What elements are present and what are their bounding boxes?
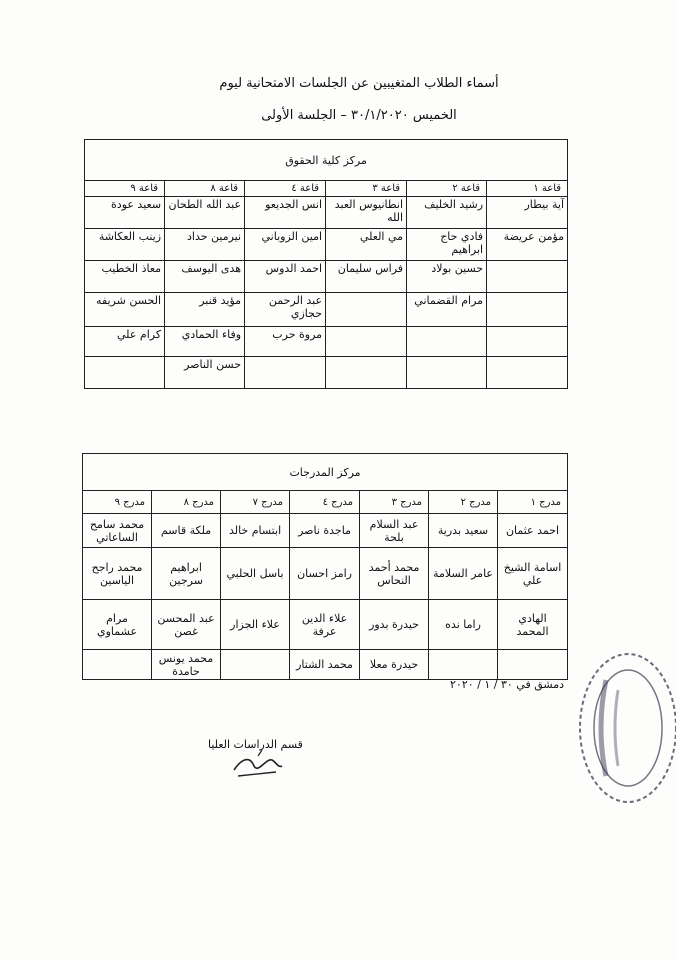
table-cell: انطانيوس العبد الله	[326, 197, 407, 229]
table-cell	[498, 650, 568, 680]
table-cell: احمد عثمان	[498, 514, 568, 548]
table-cell: ملكة قاسم	[152, 514, 221, 548]
table-cell: ماجدة ناصر	[290, 514, 360, 548]
table-cell: حيدرة معلا	[360, 650, 429, 680]
table-cell: عبد السلام بلحة	[360, 514, 429, 548]
table-cell: احمد الدوس	[245, 261, 326, 293]
table-cell: راما نده	[429, 600, 498, 650]
table-cell: مؤمن عريضة	[487, 229, 568, 261]
table-cell	[487, 293, 568, 327]
table-cell: الهادي المحمد	[498, 600, 568, 650]
table-cell: عامر السلامة	[429, 548, 498, 600]
department-label: قسم الدراسات العليا	[208, 738, 303, 751]
table-cell	[326, 357, 407, 389]
column-header: مدرج ٨	[152, 491, 221, 514]
table-cell: امين الزوباني	[245, 229, 326, 261]
table-cell: ابراهيم سرجين	[152, 548, 221, 600]
table-cell	[487, 261, 568, 293]
table-cell: رشيد الخليف	[407, 197, 487, 229]
table-cell	[85, 357, 165, 389]
column-header: قاعة ١	[487, 181, 568, 197]
signature-icon	[228, 748, 288, 782]
table-row	[85, 293, 568, 327]
table-cell: وفاء الحمادي	[165, 327, 245, 357]
column-header: قاعة ٤	[245, 181, 326, 197]
table-cell	[407, 327, 487, 357]
column-header: قاعة ٨	[165, 181, 245, 197]
column-header: مدرج ٣	[360, 491, 429, 514]
table-cell: عبد الله الطحان	[165, 197, 245, 229]
table-cell: سعيد عودة	[85, 197, 165, 229]
column-header: مدرج ٤	[290, 491, 360, 514]
table-cell: علاء الدين عرفة	[290, 600, 360, 650]
table-row	[85, 357, 568, 389]
column-header: مدرج ٧	[221, 491, 290, 514]
table-cell	[326, 327, 407, 357]
table-cell: مؤيد قنبر	[165, 293, 245, 327]
table-cell: حيدرة بدور	[360, 600, 429, 650]
table-cell	[487, 327, 568, 357]
table-cell: محمد أحمد النحاس	[360, 548, 429, 600]
table-cell: مرام عشماوي	[83, 600, 152, 650]
table-cell: محمد الشتار	[290, 650, 360, 680]
table-cell: مرام القضماني	[407, 293, 487, 327]
center1-table	[84, 139, 568, 389]
table-row	[85, 261, 568, 293]
column-header: قاعة ٢	[407, 181, 487, 197]
table-cell: نيرمين حداد	[165, 229, 245, 261]
table-row	[85, 327, 568, 357]
table-cell: معاذ الخطيب	[85, 261, 165, 293]
table-cell: فراس سليمان	[326, 261, 407, 293]
center2-table	[82, 453, 568, 680]
table-cell: الحسن شريفه	[85, 293, 165, 327]
table-cell: اسامة الشيخ علي	[498, 548, 568, 600]
column-header: قاعة ٣	[326, 181, 407, 197]
table-cell: عبد المحسن غصن	[152, 600, 221, 650]
table-cell: فادي حاج ابراهيم	[407, 229, 487, 261]
table-cell	[429, 650, 498, 680]
table-cell: آية بيطار	[487, 197, 568, 229]
table-cell: كرام علي	[85, 327, 165, 357]
table-cell: محمد سامح الساعاتي	[83, 514, 152, 548]
table-cell: زينب العكاشة	[85, 229, 165, 261]
table-cell: حسن الناصر	[165, 357, 245, 389]
table-cell	[83, 650, 152, 680]
center2-name: مركز المدرجات	[83, 454, 568, 491]
table-row	[85, 197, 568, 229]
footer-date: دمشق في ٣٠ / ١ / ٢٠٢٠	[450, 678, 564, 691]
table-cell: سعيد بدرية	[429, 514, 498, 548]
table-row	[85, 229, 568, 261]
table-cell	[326, 293, 407, 327]
table-cell: محمد يونس حامدة	[152, 650, 221, 680]
center1-header-row	[85, 181, 568, 197]
table-cell: علاء الجزار	[221, 600, 290, 650]
table-row	[83, 548, 568, 600]
table-cell	[245, 357, 326, 389]
table-cell	[407, 357, 487, 389]
table-cell: باسل الحلبي	[221, 548, 290, 600]
center1-name: مركز كلية الحقوق	[85, 140, 568, 181]
column-header: قاعة ٩	[85, 181, 165, 197]
table-cell: انس الجديعو	[245, 197, 326, 229]
column-header: مدرج ١	[498, 491, 568, 514]
table-cell: هدى اليوسف	[165, 261, 245, 293]
official-stamp-icon	[566, 650, 676, 810]
table-cell: عبد الرحمن حجازي	[245, 293, 326, 327]
table-cell	[221, 650, 290, 680]
table-cell: ابتسام خالد	[221, 514, 290, 548]
table-cell: رامز احسان	[290, 548, 360, 600]
table-cell: حسين بولاد	[407, 261, 487, 293]
table-cell	[487, 357, 568, 389]
table-row	[83, 650, 568, 680]
page-subtitle: الخميس ٣٠/١/٢٠٢٠ – الجلسة الأولى	[261, 108, 457, 123]
table-cell: مي العلي	[326, 229, 407, 261]
table-row	[83, 514, 568, 548]
center2-header-row	[83, 491, 568, 514]
table-cell: محمد راجح الياسين	[83, 548, 152, 600]
column-header: مدرج ٩	[83, 491, 152, 514]
column-header: مدرج ٢	[429, 491, 498, 514]
page-title: أسماء الطلاب المتغيبين عن الجلسات الامتحانية ليوم	[219, 76, 499, 91]
table-row	[83, 600, 568, 650]
table-cell: مروة حرب	[245, 327, 326, 357]
